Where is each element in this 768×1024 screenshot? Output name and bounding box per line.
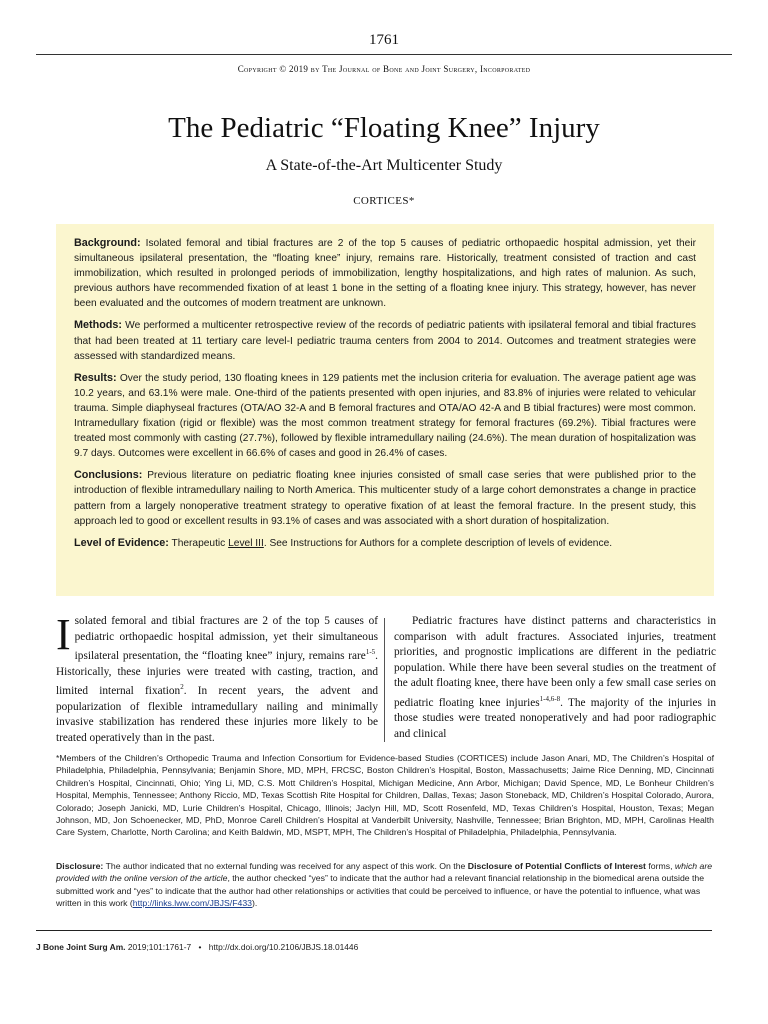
left-text-1: solated femoral and tibial fractures are 2 of the top 5 causes of pediatric orthopaedic hospital admission, yet their simultaneous ipsilateral presentation, the “floating knee” injury, remains rare [74,615,378,662]
page-number: 1761 [369,32,399,48]
article-title: The Pediatric “Floating Knee” Injury [168,112,600,144]
right-text-2: . The majority of the injuries in those studies were treated nonoperatively and had poor radiographic and clinical [394,696,716,740]
footer-citation: 2019;101:1761-7 [127,942,192,952]
disclosure-text-1: The author indicated that no external funding was received for any aspect of this work. On the [105,861,466,871]
results-heading: Results: [74,371,117,384]
disclosure-text-4: ). [252,898,258,909]
level-pre: Therapeutic [171,537,226,549]
page-footer [36,942,358,952]
left-citation-1[interactable]: 1-5 [365,648,376,657]
conclusions-heading: Conclusions: [74,469,143,482]
drop-cap: I [56,610,71,659]
right-text-1: Pediatric fractures have distinct patterns and characteristics in comparison with adult fractures. Associated injuries, treatment priorities, and prognostic implications are different in the pediatric population. While there have been several studies on the treatment of the adult floating knee, there have been only a few small case series on pediatric floating knee injuries [394,615,716,709]
methods-text: We performed a multicenter retrospective review of the records of pediatric patients with ipsilateral femoral and tibial fractures that had been treated at 11 tertiary care level-I pediatric trauma centers from 2004 to 2014. Outcomes and treatment strategies were assessed with standardized means. [74,320,696,362]
level-link[interactable]: Level III [228,537,264,549]
left-text-3: . In recent years, the advent and popularization of flexible intramedullary nailing and minimally invasive stabilization has rendered these injuries more likely to be treated operatively than in the past. [56,684,379,744]
copyright-line: Copyright © 2019 by The Journal of Bone and Joint Surgery, Incorporated [237,64,531,74]
column-divider [384,618,385,742]
disclosure-text-2: forms, [648,861,673,871]
article-subtitle: A State-of-the-Art Multicenter Study [265,157,503,174]
disclosure-italic: which are provided with the online version of the article [56,861,713,884]
left-text-2: . Historically, these injuries were treated with casting, traction, and limited internal fixation [56,649,378,697]
disclosure-link[interactable]: http://links.lww.com/JBJS/F433 [132,898,253,909]
disclosure-text-3: , the author checked “yes” to indicate that the author had a relevant financial relationship in the biomedical arena outside the submitted work and “yes” to indicate that the author had other relationships or activities that could be perceived to influence, or have the potential to influence, what was written in this work ( [56,873,705,909]
results-text: Over the study period, 130 floating knees in 129 patients met the inclusion criteria for evaluation. The average patient age was 10.2 years, and 63.1% were male. One-third of the patients presented with open injuries, and 83.8% of injuries were related to vehicular trauma. Simple diaphyseal fractures (OTA/AO 32-A and B femoral fractures and OTA/AO 42-A and B tibial fractures) were most common. Intramedullary fixation (rigid or flexible) was the most common treatment strategy for femoral fractures (69.2%). Tibial fractures were treated most commonly with casting (27.7%), followed by flexible intramedullary nailing (24.6%). The mean duration of hospitalization was 9.7 days. Outcomes were excellent in 66.6% of cases and good in 26.4% of cases. [74,372,697,460]
body-column-left [56,610,379,746]
author-footnote [56,752,714,839]
abstract-results [74,371,696,462]
footer-rule [36,930,712,931]
abstract-conclusions [74,468,696,528]
abstract-background [74,236,696,311]
level-heading: Level of Evidence: [74,536,169,549]
footer-bullet: • [198,942,202,952]
disclosure-heading: Disclosure: [56,861,104,871]
left-citation-2[interactable]: 2 [180,683,184,692]
abstract-box [56,224,714,596]
methods-heading: Methods: [74,319,122,332]
header-rule [36,54,732,55]
article-authors: CORTICES* [353,195,415,207]
body-column-right [394,614,716,743]
footnote-text: *Members of the Children’s Orthopedic Trauma and Infection Consortium for Evidence-based Studies (CORTICES) include Jason Anari, MD, The Children’s Hospital of Philadelphia, Philadelphia, Pennsylvania; Benjamin Shore, MD, MPH, FRCSC, Boston Children’s Hospital, Boston, Massachusetts; Jaime Rice Denning, MD, Cincinnati Children’s Hospital, Cincinnati, Ohio; Ying Li, MD, C.S. Mott Children’s Hospital, Michigan Medicine, Ann Arbor, Michigan; David Spence, MD, Le Bonheur Children’s Hospital, Memphis, Tennessee; Anthony Riccio, MD, Texas Scottish Rite Hospital for Children, Dallas, Texas; Jason Stoneback, MD, Children’s Hospital Colorado, Aurora, Colorado; Joseph Janicki, MD, Lurie Children’s Hospital, Chicago, Illinois; Jaclyn Hill, MD, Scott Rosenfeld, MD, Texas Children’s Hospital, Houston, Texas; Megan Johnson, MD, Jon Schoenecker, MD, PhD, Monroe Carell Children’s Hospital at Vanderbilt University, Nashville, Tennessee; Brian Brighton, MD, MPH, Carolinas Health Care System, Charlotte, North Carolina; and Keith Baldwin, MD, MSPT, MPH, The Children’s Hospital of Philadelphia, Philadelphia, Pennsylvania. [56,753,714,838]
background-heading: Background: [74,237,141,249]
abstract-level-of-evidence [74,536,696,551]
background-text: Isolated femoral and tibial fractures are 2 of the top 5 causes of pediatric orthopaedic hospital admission, yet their simultaneous ipsilateral presentation, the “floating knee” injury, remains rare. Historically, treatment consisted of traction and cast immobilization, which resulted in prolonged periods of immobilization, lengthy hospitalizations, and high rates of malunion. As such, previous authors have recommended fixation of at least 1 bone in the setting of a floating knee injury. This strategy, however, has never been evaluated and the outcomes of modern treatment are unknown. [74,238,696,310]
disclosure-form-name: Disclosure of Potential Conflicts of Interest [467,861,646,871]
conclusions-text: Previous literature on pediatric floating knee injuries consisted of small case series that were published prior to the introduction of flexible intramedullary nailing to North America. This multicenter study of a large cohort demonstrates a change in practice pattern from a largely nonoperative treatment strategy to operative fixation of at least the femoral fracture. In the present study, this approach led to good or excellent results in 93.1% of cases and was associated with a short duration of hospitalization. [74,470,696,527]
disclosure-block [56,860,714,910]
level-post: . See Instructions for Authors for a complete description of levels of evidence. [263,537,613,549]
right-citation[interactable]: 1-4,6-8 [539,694,561,703]
abstract-methods [74,318,696,363]
footer-doi-link[interactable]: http://dx.doi.org/10.2106/JBJS.18.01446 [208,942,359,952]
footer-journal: J Bone Joint Surg Am. [36,942,126,952]
